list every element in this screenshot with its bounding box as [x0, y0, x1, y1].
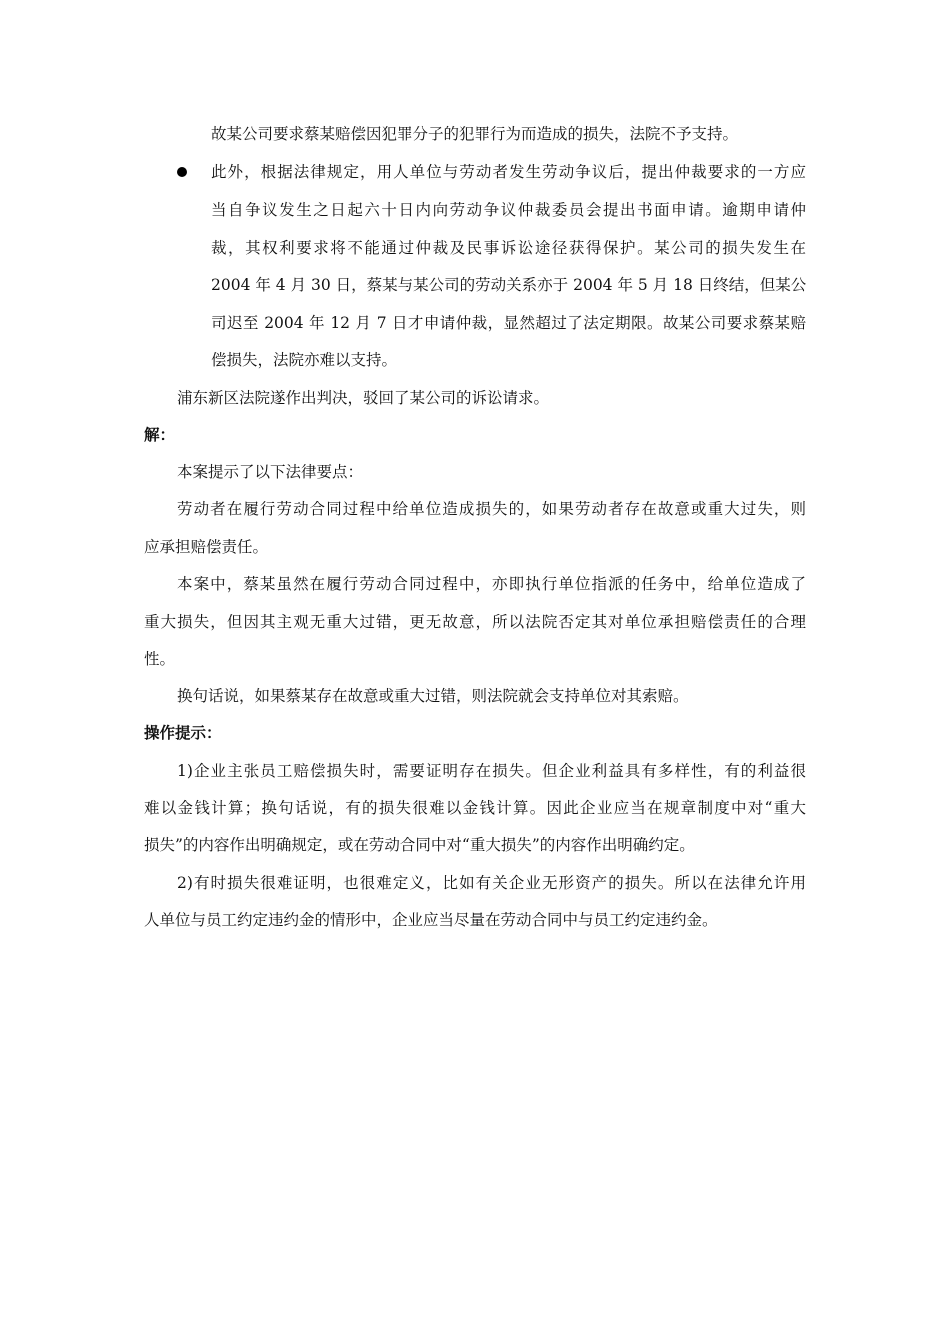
tip-line: 2)有时损失很难证明，也很难定义，比如有关企业无形资产的损失。所以在法律允许用 [177, 874, 806, 892]
analysis-intro: 本案提示了以下法律要点： [177, 463, 364, 481]
tips-heading: 操作提示： [144, 724, 222, 742]
continuation-line: 故某公司要求蔡某赔偿因犯罪分子的犯罪行为而造成的损失，法院不予支持。 [211, 125, 739, 143]
bullet-paragraph-line: 此外，根据法律规定，用人单位与劳动者发生劳动争议后，提出仲裁要求的一方应 [211, 163, 806, 181]
bullet-dot-icon [177, 167, 187, 177]
bullet-paragraph-line: 司迟至 2004 年 12 月 7 日才申请仲裁，显然超过了法定期限。故某公司要求蔡某赔 [211, 314, 806, 332]
tip-line: 损失”的内容作出明确规定，或在劳动合同中对“重大损失”的内容作出明确约定。 [144, 836, 695, 854]
bullet-paragraph-line: 裁，其权利要求将不能通过仲裁及民事诉讼途径获得保护。某公司的损失发生在 [211, 239, 806, 257]
bullet-paragraph-line: 当自争议发生之日起六十日内向劳动争议仲裁委员会提出书面申请。逾期申请仲 [211, 201, 806, 219]
tip-line: 人单位与员工约定违约金的情形中，企业应当尽量在劳动合同中与员工约定违约金。 [144, 911, 718, 929]
analysis-paragraph-line: 本案中，蔡某虽然在履行劳动合同过程中，亦即执行单位指派的任务中，给单位造成了 [177, 575, 806, 593]
analysis-heading: 解： [144, 426, 176, 444]
tip-line: 难以金钱计算；换句话说，有的损失很难以金钱计算。因此企业应当在规章制度中对“重大 [144, 799, 806, 817]
analysis-paragraph-line: 劳动者在履行劳动合同过程中给单位造成损失的，如果劳动者存在故意或重大过失，则 [177, 500, 806, 518]
analysis-paragraph-line: 换句话说，如果蔡某存在故意或重大过错，则法院就会支持单位对其索赔。 [177, 687, 689, 705]
analysis-paragraph-line: 应承担赔偿责任。 [144, 538, 269, 556]
analysis-paragraph-line: 重大损失，但因其主观无重大过错，更无故意，所以法院否定其对单位承担赔偿责任的合理 [144, 613, 806, 631]
bullet-paragraph-line: 2004 年 4 月 30 日，蔡某与某公司的劳动关系亦于 2004 年 5 月 18 日终结，但某公 [211, 276, 807, 294]
verdict-line: 浦东新区法院遂作出判决，驳回了某公司的诉讼请求。 [177, 389, 550, 407]
tip-line: 1)企业主张员工赔偿损失时，需要证明存在损失。但企业利益具有多样性，有的利益很 [177, 762, 806, 780]
analysis-paragraph-line: 性。 [144, 650, 176, 668]
bullet-paragraph-line: 偿损失，法院亦难以支持。 [211, 351, 398, 369]
